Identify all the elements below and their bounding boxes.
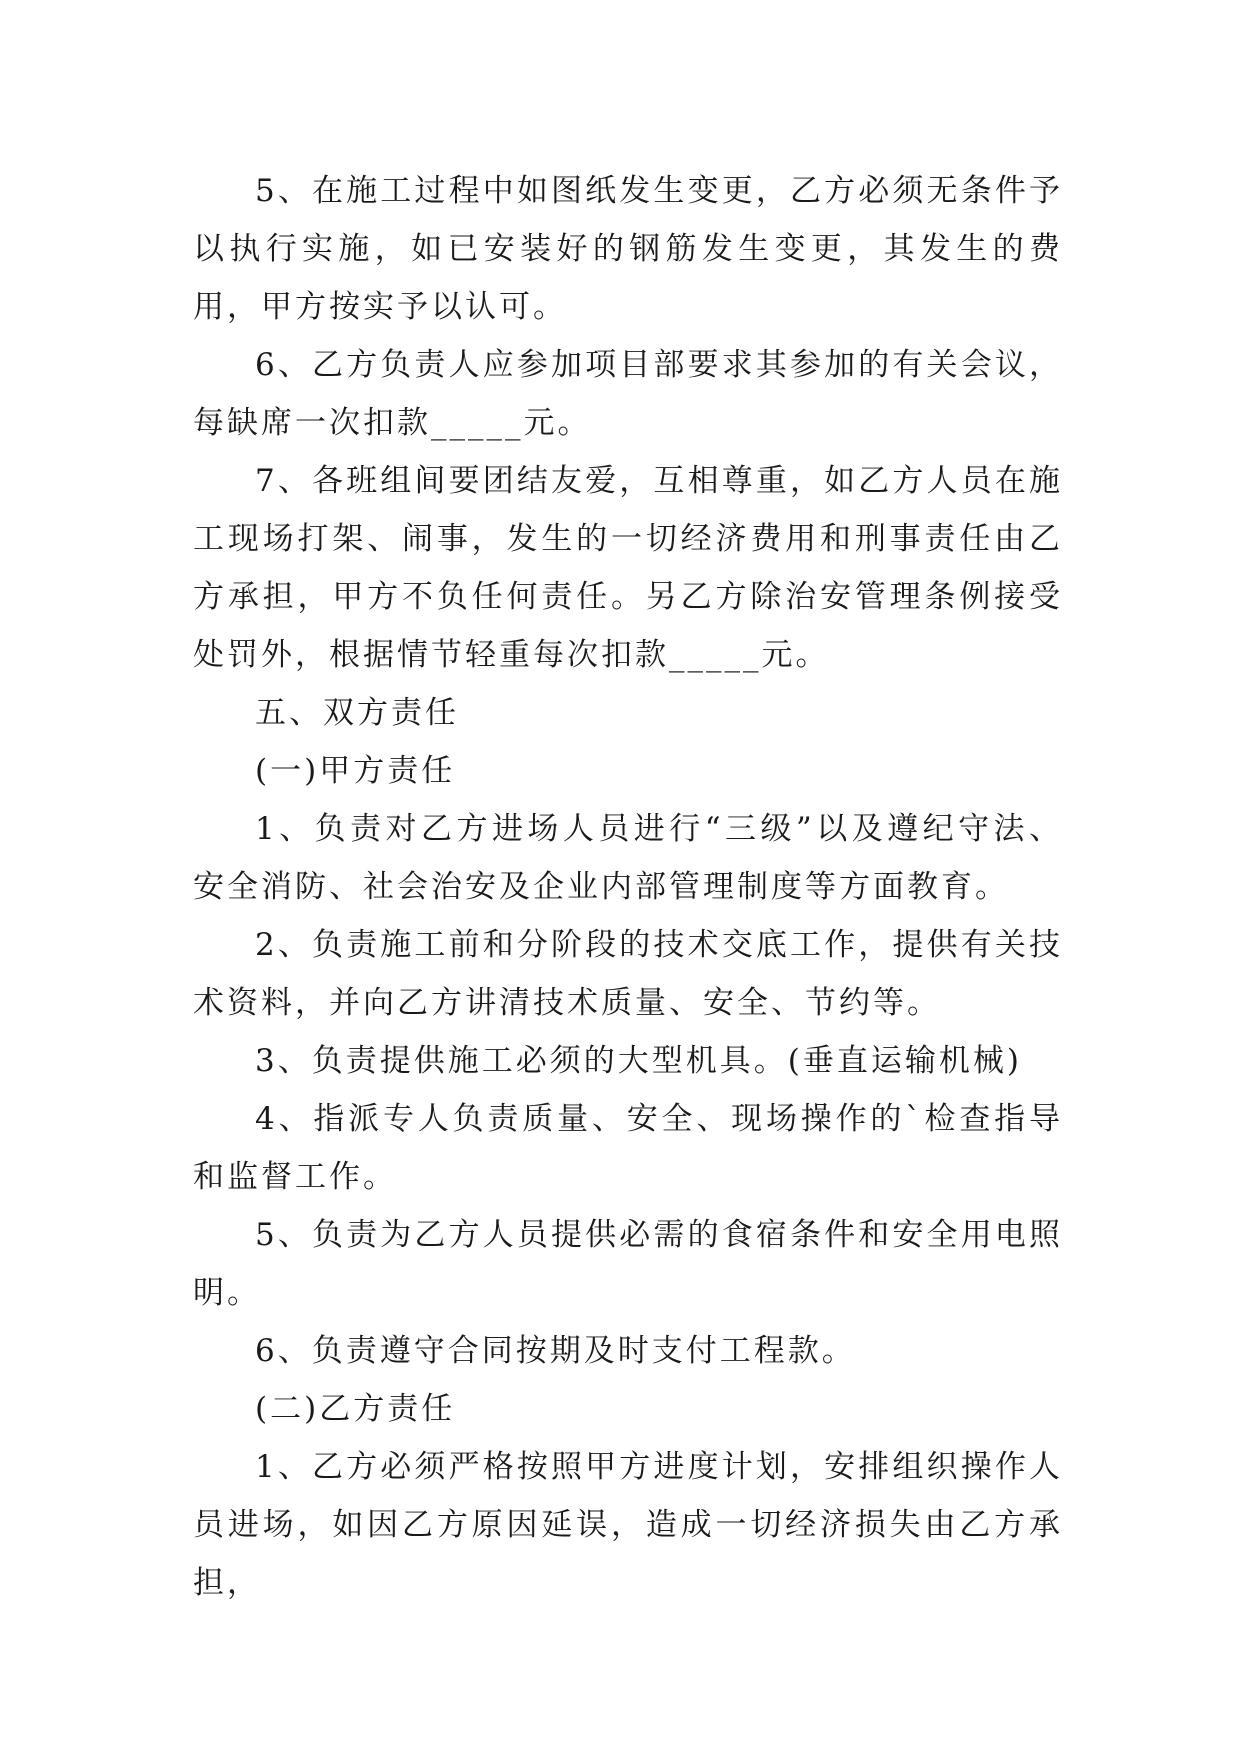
paragraph-party-a-item-6: 6、负责遵守合同按期及时支付工程款。: [255, 1333, 856, 1369]
paragraph-party-b-item-1: 1、乙方必须严格按照甲方进度计划，安排组织操作人员进场，如因乙方原因延误，造成一切经济损失由乙方承担，: [193, 1449, 1063, 1601]
section-heading-mutual-responsibilities: 五、双方责任: [255, 695, 459, 731]
paragraph-clause-6-meeting-attendance: 6、乙方负责人应参加项目部要求其参加的有关会议，每缺席一次扣款_____元。: [193, 347, 1063, 441]
paragraph-clause-7-team-conduct: 7、各班组间要团结友爱，互相尊重，如乙方人员在施工现场打架、闹事，发生的一切经济费用和刑事责任由乙方承担，甲方不负任何责任。另乙方除治安管理条例接受处罚外，根据情节轻重每次扣款_____元。: [193, 463, 1063, 673]
subsection-heading-party-b: (二)乙方责任: [255, 1391, 456, 1427]
paragraph-party-a-item-5: 5、负责为乙方人员提供必需的食宿条件和安全用电照明。: [193, 1217, 1063, 1311]
paragraph-party-a-item-2: 2、负责施工前和分阶段的技术交底工作，提供有关技术资料，并向乙方讲清技术质量、安全、节约等。: [193, 927, 1063, 1021]
paragraph-party-a-item-3: 3、负责提供施工必须的大型机具。(垂直运输机械): [255, 1043, 1022, 1079]
paragraph-clause-5-drawing-changes: 5、在施工过程中如图纸发生变更，乙方必须无条件予以执行实施，如已安装好的钢筋发生变更，其发生的费用，甲方按实予以认可。: [193, 173, 1063, 325]
paragraph-party-a-item-1: 1、负责对乙方进场人员进行“三级”以及遵纪守法、安全消防、社会治安及企业内部管理制度等方面教育。: [193, 811, 1063, 905]
document-body: [193, 162, 1063, 1612]
paragraph-party-a-item-4: 4、指派专人负责质量、安全、现场操作的`检查指导和监督工作。: [193, 1101, 1063, 1195]
subsection-heading-party-a: (一)甲方责任: [255, 753, 456, 789]
